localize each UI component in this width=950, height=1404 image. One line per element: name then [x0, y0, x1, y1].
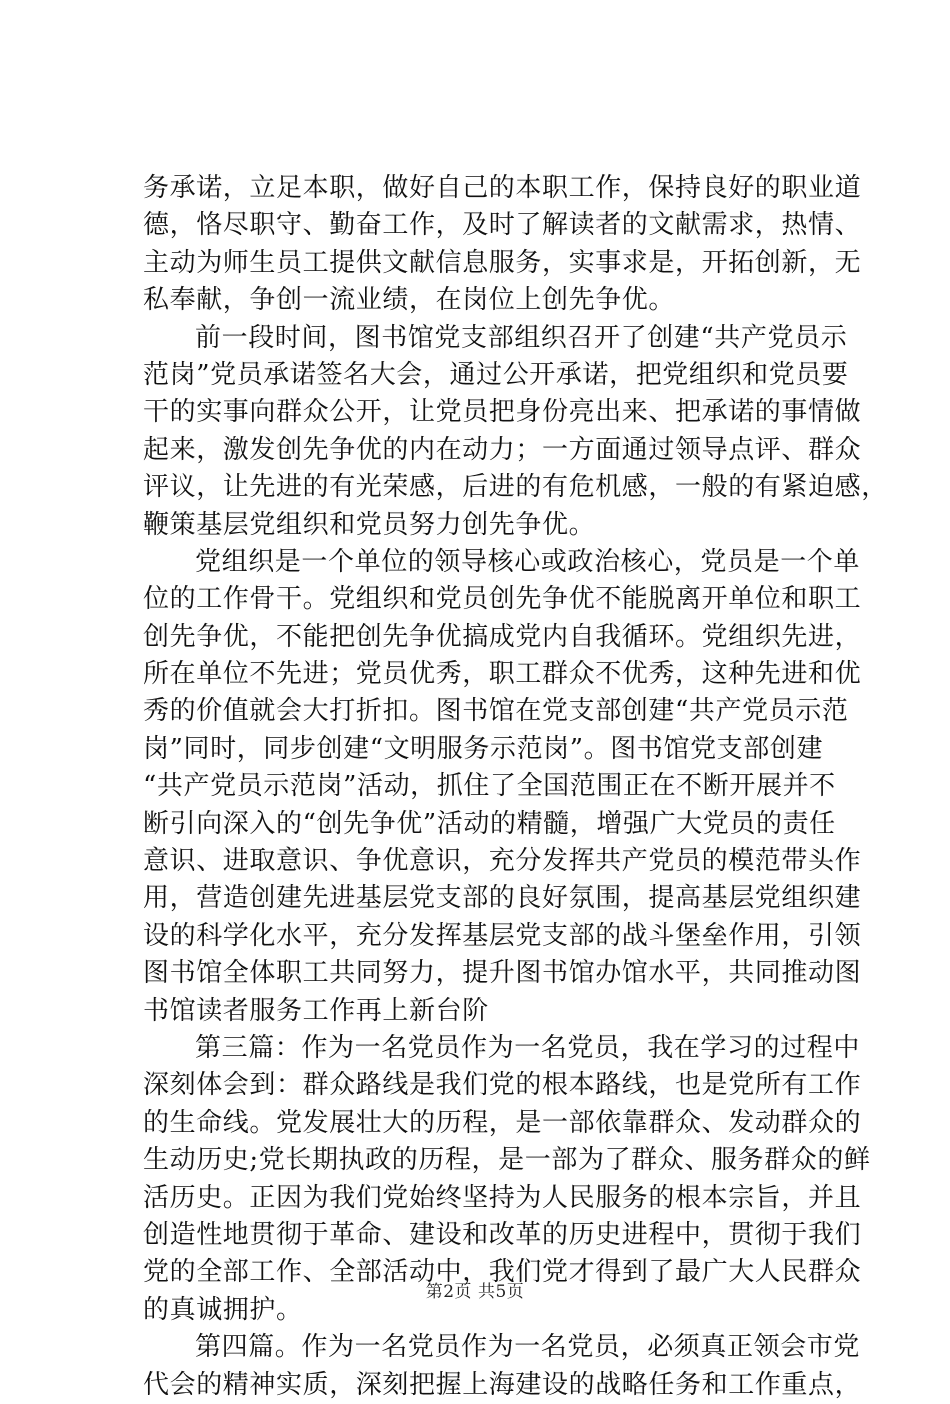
text-line: 用，营造创建先进基层党支部的良好氛围，提高基层党组织建: [143, 883, 862, 914]
text-line: 书馆读者服务工作再上新台阶: [143, 995, 489, 1026]
text-line: 意识、进取意识、争优意识，充分发挥共产党员的模范带头作: [143, 846, 862, 877]
page-number-footer: 第2页 共5页: [425, 1282, 525, 1302]
text-line: 党的全部工作、全部活动中，我们党才得到了最广大人民群众: [143, 1257, 862, 1288]
text-line: “共产党员示范岗”活动，抓住了全国范围正在不断开展并不: [143, 771, 836, 802]
text-line: 干的实事向群众公开，让党员把身份亮出来、把承诺的事情做: [143, 397, 862, 428]
text-line: 起来，激发创先争优的内在动力；一方面通过领导点评、群众: [143, 434, 862, 465]
text-line: 岗”同时，同步创建“文明服务示范岗”。图书馆党支部创建: [143, 733, 824, 764]
document-body: [143, 170, 888, 1404]
text-line: 位的工作骨干。党组织和党员创先争优不能脱离开单位和职工: [143, 584, 862, 615]
text-line: 德，恪尽职守、勤奋工作，及时了解读者的文献需求，热情、: [143, 210, 862, 241]
text-line: 代会的精神实质，深刻把握上海建设的战略任务和工作重点，: [143, 1369, 862, 1400]
paragraph-first-line: 前一段时间，图书馆党支部组织召开了创建“共产党员示: [195, 322, 848, 353]
text-line: 主动为师生员工提供文献信息服务，实事求是，开拓创新，无: [143, 247, 862, 278]
text-line: 的真诚拥护。: [143, 1294, 303, 1325]
text-line: 鞭策基层党组织和党员努力创先争优。: [143, 509, 596, 540]
text-line: 图书馆全体职工共同努力，提升图书馆办馆水平，共同推动图: [143, 958, 862, 989]
text-line: 创先争优，不能把创先争优搞成党内自我循环。党组织先进，: [143, 621, 862, 652]
text-line: 生动历史;党长期执政的历程，是一部为了群众、服务群众的鲜: [143, 1145, 871, 1176]
text-line: 范岗”党员承诺签名大会，通过公开承诺，把党组织和党员要: [143, 359, 849, 390]
text-line: 所在单位不先进；党员优秀，职工群众不优秀，这种先进和优: [143, 659, 862, 690]
text-line: 活历史。正因为我们党始终坚持为人民服务的根本宗旨，并且: [143, 1182, 862, 1213]
text-line: 的生命线。党发展壮大的历程，是一部依靠群众、发动群众的: [143, 1107, 862, 1138]
text-line: 创造性地贯彻于革命、建设和改革的历史进程中，贯彻于我们: [143, 1219, 862, 1250]
text-line: 秀的价值就会大打折扣。图书馆在党支部创建“共产党员示范: [143, 696, 849, 727]
paragraph-first-line: 第四篇。作为一名党员作为一名党员，必须真正领会市党: [195, 1332, 861, 1363]
text-line: 断引向深入的“创先争优”活动的精髓，增强广大党员的责任: [143, 808, 836, 839]
paragraph-first-line: 第三篇：作为一名党员作为一名党员，我在学习的过程中: [195, 1032, 861, 1063]
text-line: 私奉献，争创一流业绩，在岗位上创先争优。: [143, 285, 676, 316]
text-line: 务承诺，立足本职，做好自己的本职工作，保持良好的职业道: [143, 173, 862, 203]
text-line: 评议，让先进的有光荣感，后进的有危机感，一般的有紧迫感，: [143, 472, 888, 503]
text-line: 深刻体会到：群众路线是我们党的根本路线，也是党所有工作: [143, 1070, 862, 1101]
paragraph-first-line: 党组织是一个单位的领导核心或政治核心，党员是一个单: [195, 546, 861, 577]
text-line: 设的科学化水平，充分发挥基层党支部的战斗堡垒作用，引领: [143, 920, 862, 951]
